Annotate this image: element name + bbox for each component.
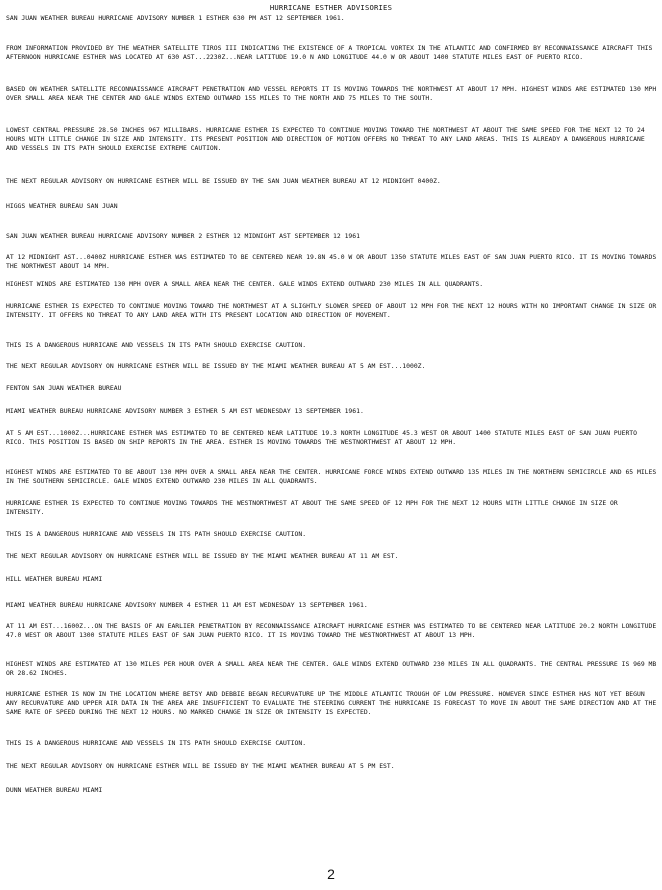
- advisory-3-paragraph: HURRICANE ESTHER IS EXPECTED TO CONTINUE MOVING TOWARDS THE WESTNORTHWEST AT ABOUT THE SAME SPEED OF 12 MPH FOR THE NEXT 12 HOURS WITH LITTLE CHANGE IN SIZE OR INTENSITY.: [6, 499, 618, 516]
- advisory-1-heading: SAN JUAN WEATHER BUREAU HURRICANE ADVISORY NUMBER 1 ESTHER 630 PM AST 12 SEPTEMBER 1961.: [6, 14, 345, 22]
- advisory-3-heading: MIAMI WEATHER BUREAU HURRICANE ADVISORY NUMBER 3 ESTHER 5 AM EST WEDNESDAY 13 SEPTEMBER 1961.: [6, 407, 364, 415]
- advisory-4-paragraph: THE NEXT REGULAR ADVISORY ON HURRICANE ESTHER WILL BE ISSUED BY THE MIAMI WEATHER BUREAU AT 5 PM EST.: [6, 762, 395, 770]
- advisory-4-paragraph: HURRICANE ESTHER IS NOW IN THE LOCATION WHERE BETSY AND DEBBIE BEGAN RECURVATURE UP THE MIDDLE ATLANTIC TROUGH OF LOW PRESSURE. HOWEVER SINCE ESTHER HAS NOT YET BEGUN ANY RECURVATURE AND UPPER AIR DATA IN THE AREA ARE INSUFFICIENT TO EVALUATE THE STEERING CURRENT THE HURRICANE IS FORECAST TO MOVE IN ABOUT THE SAME DIRECTION AND AT THE SAME RATE OF SPEED DURING THE NEXT 12 HOURS. NO MARKED CHANGE IN SIZE OR INTENSITY IS EXPECTED.: [6, 690, 657, 716]
- advisory-4-paragraph: THIS IS A DANGEROUS HURRICANE AND VESSELS IN ITS PATH SHOULD EXERCISE CAUTION.: [6, 739, 307, 747]
- document-title: HURRICANE ESTHER ADVISORIES: [269, 3, 393, 12]
- advisory-3-paragraph: THE NEXT REGULAR ADVISORY ON HURRICANE ESTHER WILL BE ISSUED BY THE MIAMI WEATHER BUREAU AT 11 AM EST.: [6, 552, 399, 560]
- advisory-4-heading: MIAMI WEATHER BUREAU HURRICANE ADVISORY NUMBER 4 ESTHER 11 AM EST WEDNESDAY 13 SEPTEMBER 1961.: [6, 601, 368, 609]
- advisory-3-signature: HILL WEATHER BUREAU MIAMI: [6, 575, 103, 583]
- advisory-2-paragraph: AT 12 MIDNIGHT AST...0400Z HURRICANE ESTHER WAS ESTIMATED TO BE CENTERED NEAR 19.8N 45.0 W OR ABOUT 1350 STATUTE MILES EAST OF SAN JUAN PUERTO RICO. IT IS MOVING TOWARDS THE NORTHWEST ABOUT 14 MPH.: [6, 253, 657, 270]
- advisory-4-signature: DUNN WEATHER BUREAU MIAMI: [6, 786, 103, 794]
- advisory-1-paragraph: THE NEXT REGULAR ADVISORY ON HURRICANE ESTHER WILL BE ISSUED BY THE SAN JUAN WEATHER BUREAU AT 12 MIDNIGHT 0400Z.: [6, 177, 441, 185]
- advisory-2-paragraph: THIS IS A DANGEROUS HURRICANE AND VESSELS IN ITS PATH SHOULD EXERCISE CAUTION.: [6, 341, 307, 349]
- advisory-1-paragraph: LOWEST CENTRAL PRESSURE 28.50 INCHES 967 MILLIBARS. HURRICANE ESTHER IS EXPECTED TO CONTINUE MOVING TOWARD THE NORTHWEST AT ABOUT THE SAME SPEED FOR THE NEXT 12 TO 24 HOURS WITH LITTLE CHANGE IN SIZE AND INTENSITY. ITS PRESENT POSITION AND DIRECTION OF MOTION OFFERS NO THREAT TO ANY LAND AREAS. THIS IS ALREADY A DANGEROUS HURRICANE AND VESSELS IN ITS PATH SHOULD EXERCISE EXTREME CAUTION.: [6, 126, 645, 152]
- advisory-2-paragraph: THE NEXT REGULAR ADVISORY ON HURRICANE ESTHER WILL BE ISSUED BY THE MIAMI WEATHER BUREAU AT 5 AM EST...1000Z.: [6, 362, 426, 370]
- page-number: 2: [327, 866, 335, 882]
- advisory-2-paragraph: HURRICANE ESTHER IS EXPECTED TO CONTINUE MOVING TOWARD THE NORTHWEST AT A SLIGHTLY SLOWER SPEED OF ABOUT 12 MPH FOR THE NEXT 12 HOURS WITH NO IMPORTANT CHANGE IN SIZE OR INTENSITY. IT OFFERS NO THREAT TO ANY LAND AREA WITH ITS PRESENT LOCATION AND DIRECTION OF MOVEMENT.: [6, 302, 657, 319]
- advisory-4-paragraph: AT 11 AM EST...1600Z...ON THE BASIS OF AN EARLIER PENETRATION BY RECONNAISSANCE AIRCRAFT HURRICANE ESTHER WAS ESTIMATED TO BE CENTERED NEAR LATITUDE 20.2 NORTH LONGITUDE 47.0 WEST OR ABOUT 1300 STATUTE MILES EAST OF SAN JUAN PUERTO RICO. IT IS MOVING TOWARD THE WESTNORTHWEST AT ABOUT 13 MPH.: [6, 622, 657, 639]
- advisory-1-paragraph: FROM INFORMATION PROVIDED BY THE WEATHER SATELLITE TIROS III INDICATING THE EXISTENCE OF A TROPICAL VORTEX IN THE ATLANTIC AND CONFIRMED BY RECONNAISSANCE AIRCRAFT THIS AFTERNOON HURRICANE ESTHER WAS LOCATED AT 630 AST...2230Z...NEAR LATITUDE 19.0 N AND LONGITUDE 44.0 W OR ABOUT 1400 STATUTE MILES EAST OF PUERTO RICO.: [6, 44, 653, 61]
- advisory-2-signature: FENTON SAN JUAN WEATHER BUREAU: [6, 384, 122, 392]
- advisory-4-paragraph: HIGHEST WINDS ARE ESTIMATED AT 130 MILES PER HOUR OVER A SMALL AREA NEAR THE CENTER. GALE WINDS EXTEND OUTWARD 230 MILES IN ALL QUADRANTS. THE CENTRAL PRESSURE IS 969 MB OR 28.62 INCHES.: [6, 660, 657, 677]
- advisory-1-signature: HIGGS WEATHER BUREAU SAN JUAN: [6, 202, 118, 210]
- advisory-3-paragraph: THIS IS A DANGEROUS HURRICANE AND VESSELS IN ITS PATH SHOULD EXERCISE CAUTION.: [6, 530, 307, 538]
- advisory-3-paragraph: HIGHEST WINDS ARE ESTIMATED TO BE ABOUT 130 MPH OVER A SMALL AREA NEAR THE CENTER. HURRICANE FORCE WINDS EXTEND OUTWARD 135 MILES IN THE NORTHERN SEMICIRCLE AND 65 MILES IN THE SOUTHERN SEMICIRCLE. GALE WINDS EXTEND OUTWARD 230 MILES IN ALL QUADRANTS.: [6, 468, 657, 485]
- advisory-3-paragraph: AT 5 AM EST...1000Z...HURRICANE ESTHER WAS ESTIMATED TO BE CENTERED NEAR LATITUDE 19.3 NORTH LONGITUDE 45.3 WEST OR ABOUT 1400 STATUTE MILES EAST OF SAN JUAN PUERTO RICO. THIS POSITION IS BASED ON SHIP REPORTS IN THE AREA. ESTHER IS MOVING TOWARDS THE WESTNORTHWEST AT ABOUT 12 MPH.: [6, 429, 637, 446]
- advisory-1-paragraph: BASED ON WEATHER SATELLITE RECONNAISSANCE AIRCRAFT PENETRATION AND VESSEL REPORTS IT IS MOVING TOWARDS THE NORTHWEST AT ABOUT 17 MPH. HIGHEST WINDS ARE ESTIMATED 130 MPH OVER SMALL AREA NEAR THE CENTER AND GALE WINDS EXTEND OUTWARD 155 MILES TO THE NORTH AND 75 MILES TO THE SOUTH.: [6, 85, 657, 102]
- advisory-2-heading: SAN JUAN WEATHER BUREAU HURRICANE ADVISORY NUMBER 2 ESTHER 12 MIDNIGHT AST SEPTEMBER 12 1961: [6, 232, 360, 240]
- advisory-2-paragraph: HIGHEST WINDS ARE ESTIMATED 130 MPH OVER A SMALL AREA NEAR THE CENTER. GALE WINDS EXTEND OUTWARD 230 MILES IN ALL QUADRANTS.: [6, 280, 484, 288]
